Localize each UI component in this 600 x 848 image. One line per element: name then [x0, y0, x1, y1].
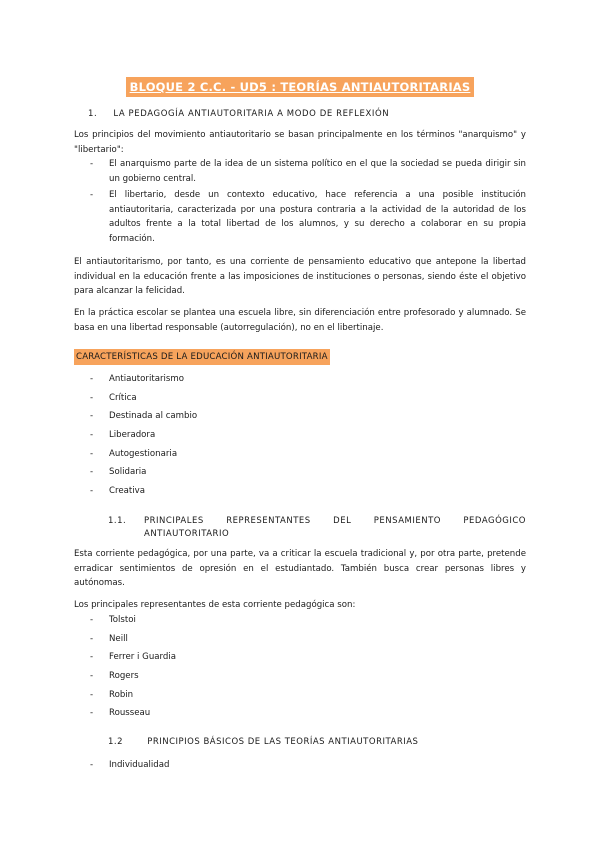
item-text: Crítica	[109, 392, 137, 403]
item-text: Liberadora	[109, 430, 156, 441]
list-item: - Rousseau	[90, 708, 151, 719]
list-item: - Antiautoritarismo	[90, 374, 185, 384]
list-item: - Creativa	[90, 486, 146, 497]
item-text: Tolstoi	[109, 615, 136, 625]
list-item: - El libertario, desde un contexto educativo, hace referencia a una posible institución antiautoritaria, caracterizada por una postura contraria a la actividad de la autoridad de los adultos frente a la total libertad de los alumnos, y su derecho a colaborar en su propia formación.	[90, 190, 526, 244]
list-item: - Destinada al cambio	[90, 411, 198, 422]
list-item: - Ferrer i Guardia	[90, 652, 177, 663]
section-1-intro: Los principios del movimiento antiautoritario se basan principalmente en los términos "anarquismo" y "libertario":	[74, 130, 526, 155]
section-1-2-number: 1.2	[108, 737, 124, 747]
item-text: Robin	[109, 689, 134, 700]
item-text: Antiautoritarismo	[109, 374, 185, 384]
item-text: Rogers	[109, 671, 139, 682]
item-text: Neill	[109, 633, 128, 644]
characteristics-list	[74, 373, 197, 504]
item-text: Creativa	[109, 486, 146, 497]
principles-list	[74, 759, 169, 778]
section-1-number: 1.	[88, 109, 98, 119]
bullet-text: El libertario, desde un contexto educativo, hace referencia a una posible institución antiautoritaria, caracterizada por una postura contraria a la actividad de la autoridad de los adultos frente a la total libertad de los alumnos, y su derecho a colaborar en su propia formación.	[109, 190, 526, 244]
section-1-1-number: 1.1.	[108, 516, 127, 526]
list-item: - Autogestionaria	[90, 448, 178, 459]
section-1-2-heading	[108, 737, 418, 747]
list-item: - Individualidad	[90, 760, 170, 770]
section-1-2-title: PRINCIPIOS BÁSICOS DE LAS TEORÍAS ANTIAUTORITARIAS	[147, 737, 419, 747]
item-text: Autogestionaria	[109, 448, 178, 459]
list-item: - Liberadora	[90, 430, 156, 441]
section-1-1-paragraph: Esta corriente pedagógica, por una parte, va a criticar la escuela tradicional y, por otra parte, pretende erradicar sentimientos de opresión en el estudiantado. También busca crear personas libres y autónomas.	[74, 549, 526, 589]
section-1-1-title-line-2: ANTIAUTORITARIO	[144, 529, 230, 539]
section-1-heading	[88, 109, 389, 119]
title-container	[0, 76, 600, 97]
representatives-list	[74, 614, 176, 726]
section-1-bullets	[74, 157, 526, 247]
section-1-1-heading	[108, 515, 526, 541]
characteristics-heading: CARACTERÍSTICAS DE LA EDUCACIÓN ANTIAUTORITARIA	[74, 349, 330, 365]
list-item: - Rogers	[90, 671, 139, 682]
section-1-1-intro: Los principales representantes de esta corriente pedagógica son:	[74, 600, 356, 610]
list-item: - Robin	[90, 689, 134, 700]
bullet-text: El anarquismo parte de la idea de un sistema político en el que la sociedad se pueda dirigir sin un gobierno central.	[109, 159, 526, 184]
list-item: - Solidaria	[90, 467, 147, 478]
list-item: - El anarquismo parte de la idea de un sistema político en el que la sociedad se pueda dirigir sin un gobierno central.	[90, 159, 526, 184]
document-title: BLOQUE 2 C.C. - UD5 : TEORÍAS ANTIAUTORITARIAS	[126, 77, 475, 97]
item-text: Solidaria	[109, 467, 147, 478]
list-item: - Tolstoi	[90, 615, 136, 625]
item-text: Individualidad	[109, 760, 170, 770]
section-1-title: LA PEDAGOGÍA ANTIAUTORITARIA A MODO DE REFLEXIÓN	[113, 109, 390, 119]
section-1-paragraph-2: El antiautoritarismo, por tanto, es una corriente de pensamiento educativo que antepone la libertad individual en la educación frente a las imposiciones de instituciones o personas, siendo éste el objetivo para alcanzar la felicidad.	[74, 257, 526, 297]
item-text: Ferrer i Guardia	[109, 652, 177, 663]
section-1-paragraph-3: En la práctica escolar se plantea una escuela libre, sin diferenciación entre profesorado y alumnado. Se basa en una libertad responsable (autorregulación), no en el libertinaje.	[74, 308, 526, 333]
list-item: - Crítica	[90, 392, 137, 403]
item-text: Destinada al cambio	[109, 411, 198, 422]
item-text: Rousseau	[109, 708, 151, 719]
list-item: - Neill	[90, 633, 128, 644]
section-1-1-title-line-1: PRINCIPALES REPRESENTANTES DEL PENSAMIENTO PEDAGÓGICO	[144, 516, 526, 526]
